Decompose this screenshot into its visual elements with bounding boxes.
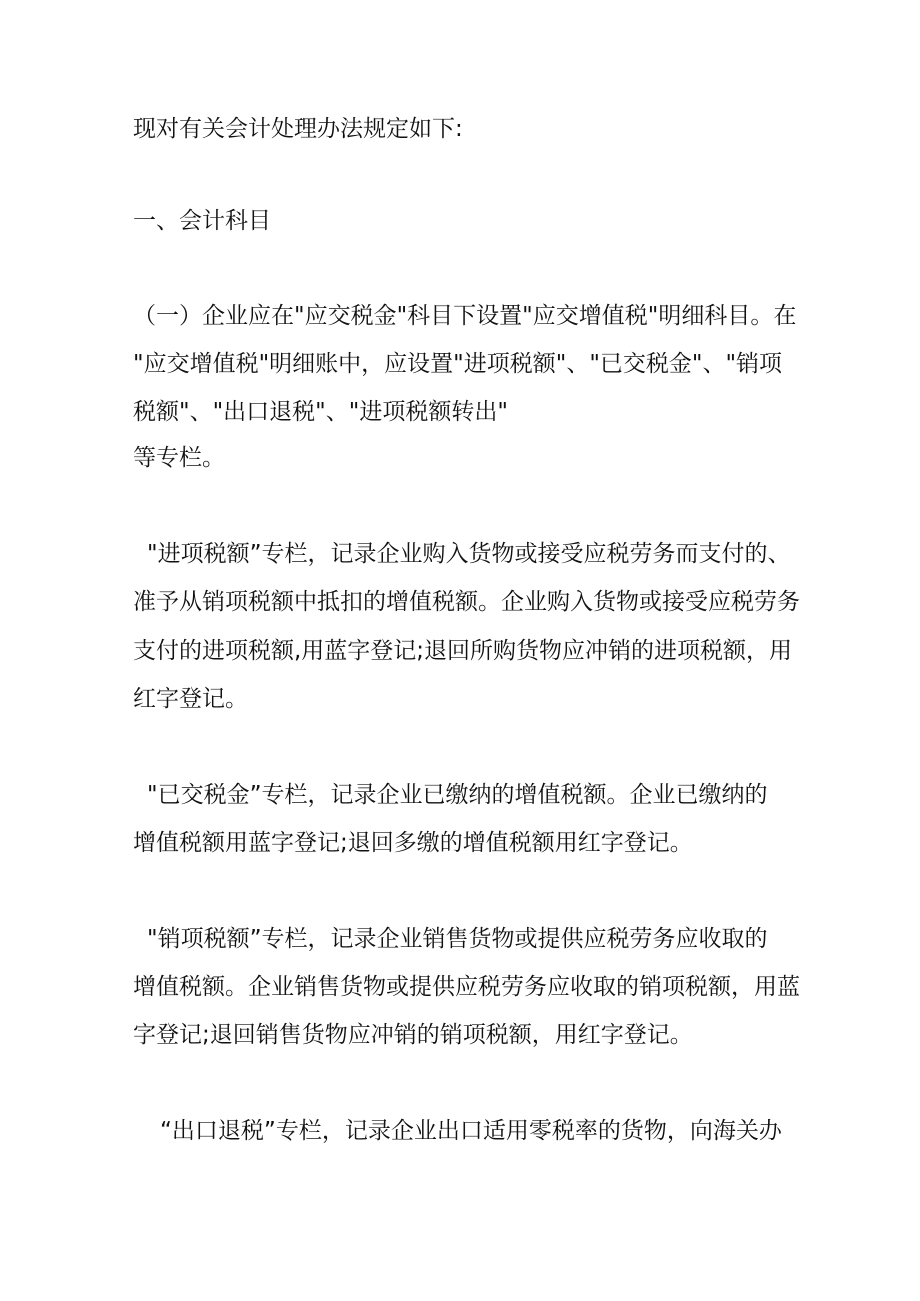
paragraph-line: 字登记;退回销售货物应冲销的销项税额，用红字登记。: [133, 1022, 693, 1048]
paragraph-line: 税额"、"出口退税"、"进项税额转出": [133, 399, 508, 425]
paragraph-line: "已交税金”专栏，记录企业已缴纳的增值税额。企业已缴纳的: [147, 782, 768, 808]
intro-text: 现对有关会计处理办法规定如下:: [133, 116, 463, 142]
paragraph-line: 增值税额。企业销售货物或提供应税劳务应收取的销项税额，用蓝: [133, 974, 800, 1000]
paragraph-line: "应交增值税"明细账中，应设置"进项税额"、"已交税金"、"销项: [133, 351, 783, 377]
paragraph-line: 支付的进项税额,用蓝字登记;退回所购货物应冲销的进项税额，用: [133, 638, 793, 664]
section-heading: 一、会计科目: [133, 208, 271, 234]
paragraph-line: 增值税额用蓝字登记;退回多缴的增值税额用红字登记。: [133, 830, 693, 856]
paragraph-line: （一）企业应在"应交税金"科目下设置"应交增值税"明细科目。在: [133, 303, 797, 329]
paragraph-line: "销项税额”专栏，记录企业销售货物或提供应税劳务应收取的: [147, 926, 768, 952]
paragraph-line: 准予从销项税额中抵扣的增值税额。企业购入货物或接受应税劳务: [133, 589, 800, 615]
paragraph-line: 等专栏。: [133, 445, 225, 471]
paragraph-line: "进项税额”专栏，记录企业购入货物或接受应税劳务而支付的、: [147, 541, 791, 567]
paragraph-line: 红字登记。: [133, 686, 248, 712]
paragraph-line: “出口退税”专栏，记录企业出口适用零税率的货物，向海关办: [160, 1118, 782, 1144]
